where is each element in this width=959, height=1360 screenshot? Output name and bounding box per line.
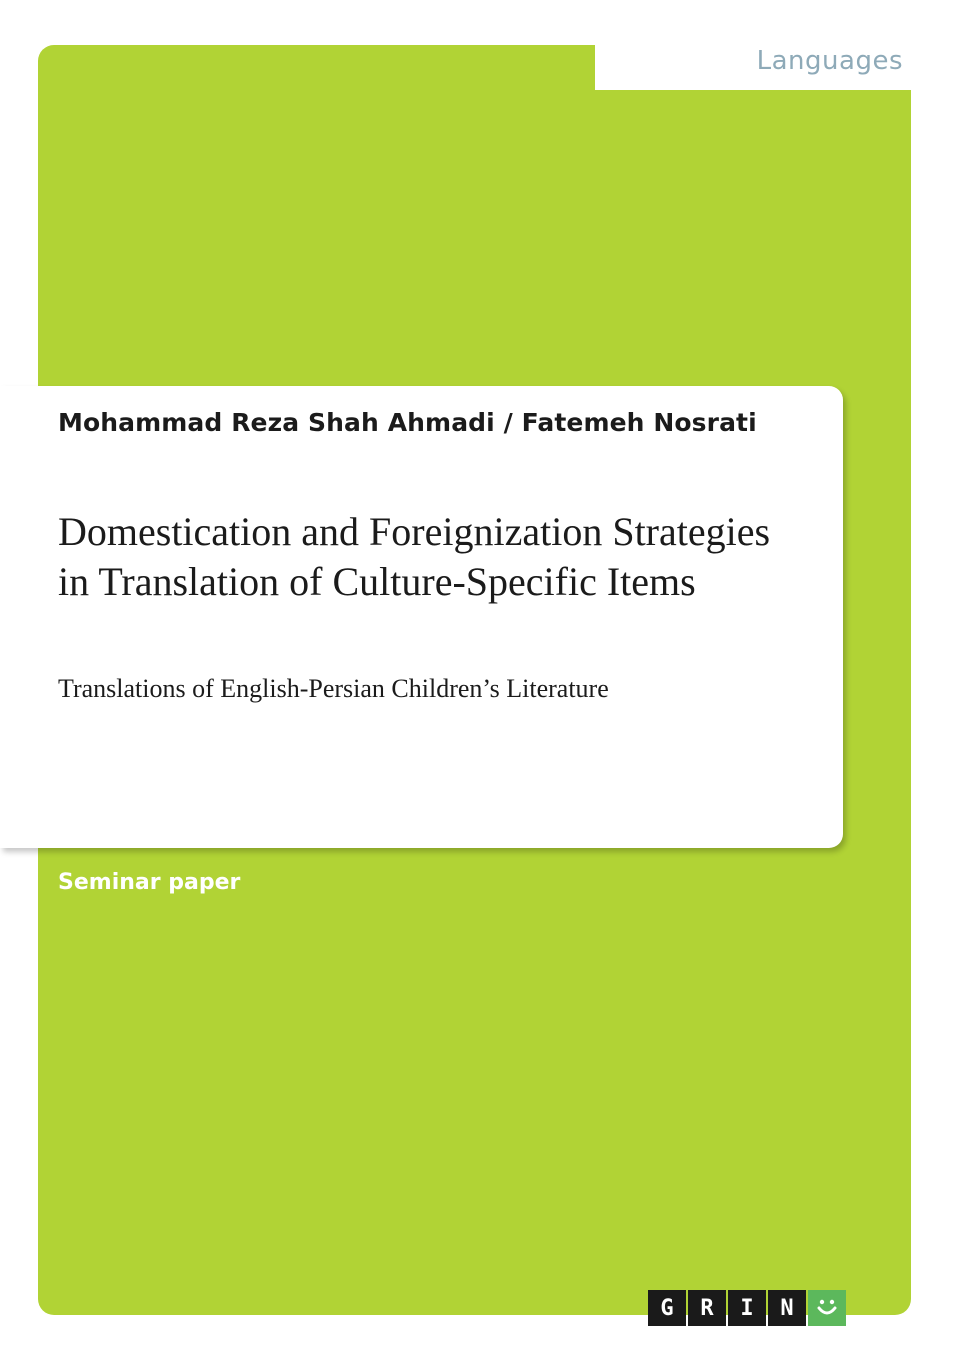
publisher-logo bbox=[648, 1290, 846, 1326]
logo-letter-r: R bbox=[688, 1290, 726, 1326]
book-title bbox=[58, 507, 848, 607]
title-card bbox=[0, 386, 843, 848]
smile-icon bbox=[808, 1290, 846, 1326]
category-label: Languages bbox=[756, 46, 903, 76]
book-subtitle: Translations of English-Persian Children’s Literature bbox=[58, 674, 609, 703]
logo-letter-i: I bbox=[728, 1290, 766, 1326]
logo-letter-n: N bbox=[768, 1290, 806, 1326]
document-type: Seminar paper bbox=[58, 870, 241, 895]
book-title-line-1: Domestication and Foreignization Strategies bbox=[58, 509, 771, 554]
book-title-line-2: in Translation of Culture-Specific Items bbox=[58, 559, 696, 604]
authors: Mohammad Reza Shah Ahmadi / Fatemeh Nosrati bbox=[58, 408, 757, 437]
logo-letter-g: G bbox=[648, 1290, 686, 1326]
